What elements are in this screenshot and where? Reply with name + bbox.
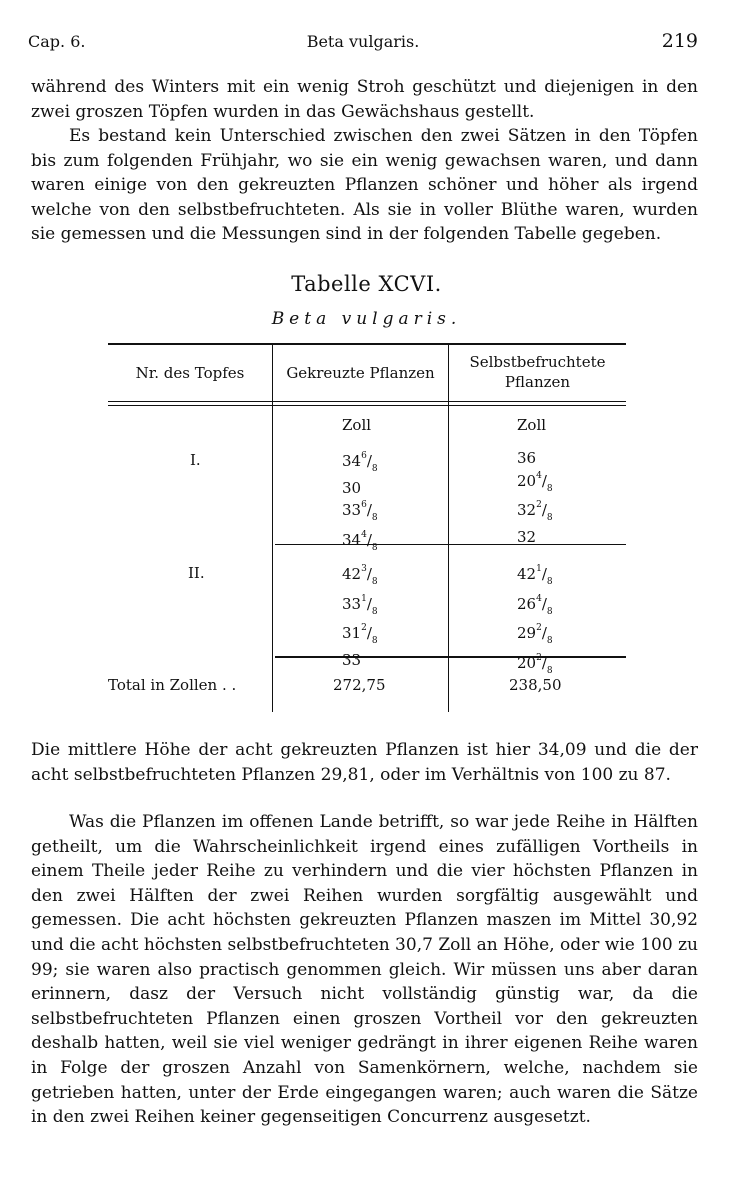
column-divider-2 xyxy=(448,345,449,712)
measurement-value: $32^2/_8$ xyxy=(517,500,553,523)
measurement-value: 33 xyxy=(342,650,362,669)
unit-crossed: Zoll xyxy=(342,416,372,434)
page-number: 219 xyxy=(661,30,698,52)
measurement-value: 32 xyxy=(517,527,537,546)
measurement-value: 36 xyxy=(517,449,537,467)
column-divider-1 xyxy=(272,345,273,712)
measurement-value: $34^6/_8$ xyxy=(342,451,378,474)
table-title: Tabelle XCVI. xyxy=(291,272,442,296)
measurement-value: $20^2/_8$ xyxy=(517,652,553,676)
running-header xyxy=(28,30,698,56)
pot-separator-rule xyxy=(275,544,626,545)
intro-paragraph-2: Es bestand kein Unterschied zwischen den zwei Sätzen in den Töpfen bis zum folgenden Frühjahr, wo sie ein wenig gewachsen waren, und dann waren einige von den gekreuzten Pflanzen schöner und höher als irgend welche von den selbstbefruchteten. Als sie in voller Blüthe waren, wurden sie gemessen und die Messungen sind in der folgenden Tabelle gegeben. xyxy=(31,126,698,245)
column-header-crossed: Gekreuzte Pflanzen xyxy=(286,364,435,382)
pot-label: II. xyxy=(188,564,205,582)
unit-self: Zoll xyxy=(517,416,547,434)
total-separator-rule xyxy=(275,656,626,658)
intro-paragraph-1: während des Winters mit ein wenig Stroh geschützt und diejenigen in den zwei groszen Töpfen wurden in das Gewächshaus gestellt. xyxy=(31,77,698,122)
measurement-value: $33^6/_8$ xyxy=(342,500,378,523)
total-crossed: 272,75 xyxy=(333,676,386,694)
measurement-value: $20^4/_8$ xyxy=(517,470,553,494)
pot-label: I. xyxy=(190,451,201,469)
column-header-pot: Nr. des Topfes xyxy=(135,364,245,382)
body-paragraph-1: Die mittlere Höhe der acht gekreuzten Pflanzen ist hier 34,09 und die der acht selbstbefruchteten Pflanzen 29,81, oder im Verhältnis von 100 zu 87. xyxy=(31,740,698,785)
measurement-value: $42^1/_8$ xyxy=(517,564,553,587)
crossed-values-pot-1 xyxy=(342,449,378,557)
body-paragraph-2: Was die Pflanzen im offenen Lande betrifft, so war jede Reihe in Hälften getheilt, um die Wahrscheinlichkeit irgend eines zufälligen Vortheils in einem Theile jeder Reihe zu verhindern und die vier höchsten Pflanzen in den zwei Hälften der zwei Reihen wurden sorgfältig ausgewählt und gemessen. Die acht höchsten gekreuzten Pflanzen maszen im Mittel 30,92 und die acht höchsten selbstbefruchteten 30,7 Zoll an Höhe, oder wie 100 zu 99; sie waren also practisch genommen gleich. Wir müssen uns aber daran erinnern, dasz der Versuch nicht vollständig günstig war, da die selbstbefruchteten Pflanzen einen groszen Vortheil vor den gekreuzten deshalb hatten, weil sie viel weniger gedrängt in ihrer eigenen Reihe waren in Folge der groszen Anzahl von Samenkörnern, welche, nachdem sie getrieben hatten, unter der Erde eingegangen waren; auch waren die Sätze in den zwei Reihen keiner gegenseitigen Concurrenz ausgesetzt. xyxy=(31,812,698,1128)
total-self: 238,50 xyxy=(509,676,562,694)
table-top-rule xyxy=(108,343,626,345)
chapter-label: Cap. 6. xyxy=(28,32,86,51)
measurement-value: $34^4/_8$ xyxy=(342,529,378,553)
table-subtitle: Beta vulgaris. xyxy=(271,309,462,329)
running-title: Beta vulgaris. xyxy=(306,32,420,51)
measurement-value: $33^1/_8$ xyxy=(342,593,378,617)
total-label: Total in Zollen . . xyxy=(108,676,237,694)
column-header-self: Selbstbefruchtete Pflanzen xyxy=(469,353,606,391)
table-header-rule-2 xyxy=(108,405,626,406)
self-values-pot-1 xyxy=(517,449,553,547)
measurement-value: 30 xyxy=(342,478,362,497)
measurement-value: $26^4/_8$ xyxy=(517,593,553,617)
crossed-values-pot-2 xyxy=(342,562,378,670)
measurement-value: $42^3/_8$ xyxy=(342,564,378,587)
measurement-value: $31^2/_8$ xyxy=(342,623,378,646)
table-header-rule-1 xyxy=(108,401,626,402)
measurement-value: $29^2/_8$ xyxy=(517,623,553,646)
self-values-pot-2 xyxy=(517,562,553,680)
